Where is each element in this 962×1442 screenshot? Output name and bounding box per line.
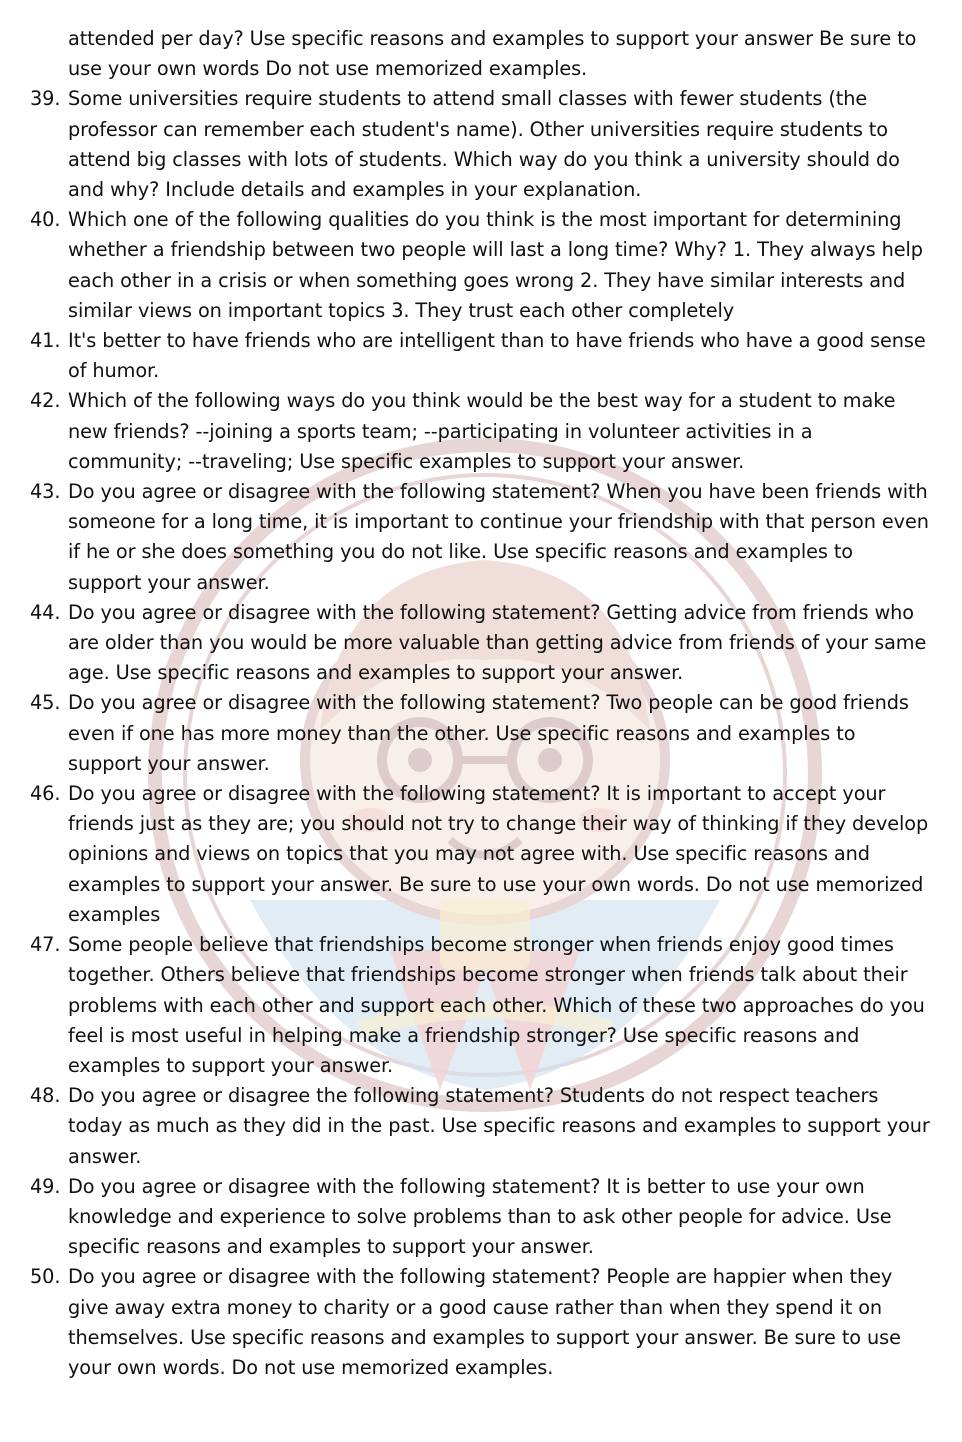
item-text: Do you agree or disagree with the following statement? It is important to accept your friends just as they are; you should not try to change their way of thinking if they develop opinions and views on topics that you may not agree with. Use specific reasons and examples to support your answer. Be sure to use your own words. Do not use memorized examples <box>68 782 929 926</box>
item-number: 39. <box>30 87 61 111</box>
item-number: 42. <box>30 389 61 413</box>
item-number: 41. <box>30 329 61 353</box>
continuation-paragraph: attended per day? Use specific reasons and examples to support your answer Be sure to use your own words Do not use memorized examples. <box>68 27 917 81</box>
list-item <box>30 1262 932 1383</box>
item-number: 46. <box>30 782 61 806</box>
list-item <box>30 930 932 1081</box>
list-item <box>30 1172 932 1263</box>
item-number: 40. <box>30 208 61 232</box>
item-text: Do you agree or disagree with the following statement? When you have been friends with someone for a long time, it is important to continue your friendship with that person even if he or she does something you do not like. Use specific reasons and examples to support your answer. <box>68 480 929 594</box>
item-text: Some people believe that friendships become stronger when friends enjoy good times together. Others believe that friendships become stronger when friends talk about their problems with each other and support each other. Which of these two approaches do you feel is most useful in helping make a friendship stronger? Use specific reasons and examples to support your answer. <box>68 933 925 1077</box>
list-item <box>30 386 932 477</box>
item-text: Which one of the following qualities do you think is the most important for determining whether a friendship between two people will last a long time? Why? 1. They always help each other in a crisis or when something goes wrong 2. They have similar interests and similar views on important topics 3. They trust each other completely <box>68 208 923 322</box>
list-item <box>30 84 932 205</box>
item-text: Do you agree or disagree the following statement? Students do not respect teachers today as much as they did in the past. Use specific reasons and examples to support your answer. <box>68 1084 930 1168</box>
item-number: 49. <box>30 1174 61 1198</box>
item-text: Which of the following ways do you think would be the best way for a student to make new friends? --joining a sports team; --participating in volunteer activities in a community; --traveling; Use specific examples to support your answer. <box>68 389 896 473</box>
question-list <box>30 84 932 1383</box>
item-text: Do you agree or disagree with the following statement? It is better to use your own knowledge and experience to solve problems than to ask other people for advice. Use specific reasons and examples to support your answer. <box>68 1174 892 1259</box>
list-item <box>30 779 932 930</box>
list-item <box>30 326 932 386</box>
item-text: Some universities require students to attend small classes with fewer students (the professor can remember each student's name). Other universities require students to attend big classes with lots of students. Which way do you think a university should do and why? Include details and examples in your explanation. <box>68 87 900 202</box>
item-number: 44. <box>30 600 61 624</box>
item-number: 48. <box>30 1084 61 1108</box>
item-number: 45. <box>30 691 61 715</box>
item-number: 47. <box>30 933 61 957</box>
item-text: It's better to have friends who are intelligent than to have friends who have a good sense of humor. <box>68 329 926 383</box>
item-number: 43. <box>30 480 61 504</box>
list-item <box>30 205 932 326</box>
item-text: Do you agree or disagree with the following statement? Two people can be good friends even if one has more money than the other. Use specific reasons and examples to support your answer. <box>68 691 909 775</box>
item-text: Do you agree or disagree with the following statement? People are happier when they give away extra money to charity or a good cause rather than when they spend it on themselves. Use specific reasons and examples to support your answer. Be sure to use your own words. Do not use memorized examples. <box>68 1265 901 1379</box>
list-item <box>30 598 932 689</box>
list-item <box>30 477 932 598</box>
list-item <box>30 1081 932 1172</box>
list-item <box>30 688 932 779</box>
item-text: Do you agree or disagree with the following statement? Getting advice from friends who are older than you would be more valuable than getting advice from friends of your same age. Use specific reasons and examples to support your answer. <box>68 600 927 685</box>
item-number: 50. <box>30 1265 61 1289</box>
